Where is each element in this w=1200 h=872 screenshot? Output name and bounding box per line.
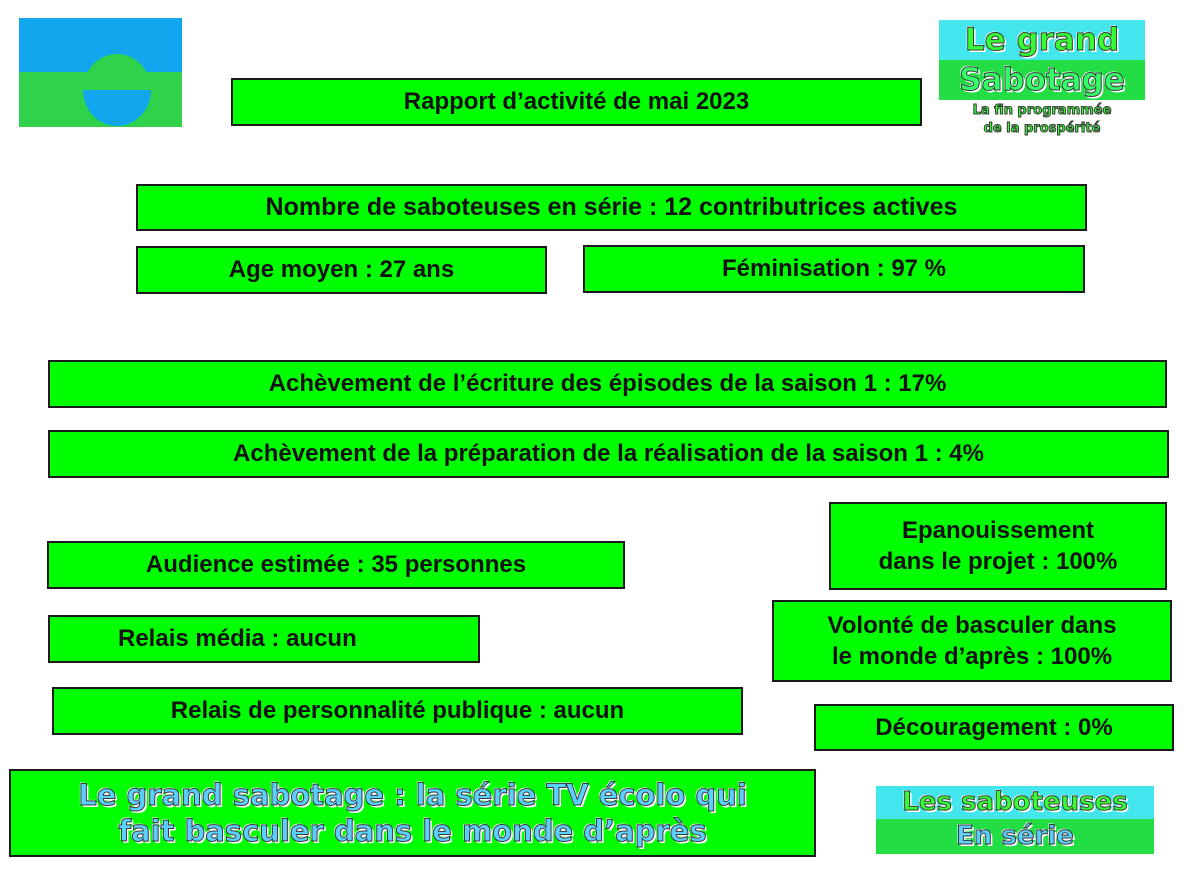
- logo-tagline-1: La fin programmée: [972, 103, 1112, 118]
- bottom-logo-line1: Les saboteuses: [902, 787, 1128, 817]
- report-title: [231, 78, 922, 126]
- fulfilment-stat-line2: dans le projet : 100%: [878, 548, 1118, 575]
- series-banner-line2: fait basculer dans le monde d’après: [118, 814, 707, 848]
- fulfilment-stat: [829, 502, 1167, 590]
- media-relay-stat: [48, 615, 480, 663]
- public-figures-stat: [52, 687, 743, 735]
- le-grand-sabotage-logo: [939, 20, 1147, 140]
- average-age-stat-text: Age moyen : 27 ans: [228, 256, 455, 284]
- preparation-progress-stat-text: Achèvement de la préparation de la réalisation de la saison 1 : 4%: [233, 440, 984, 468]
- writing-progress-stat-text: Achèvement de l’écriture des épisodes de la saison 1 : 17%: [268, 370, 947, 398]
- media-relay-stat-text: Relais média : aucun: [118, 625, 357, 653]
- contributors-stat-text: Nombre de saboteuses en série : 12 contributrices actives: [265, 193, 958, 222]
- feminisation-stat-text: Féminisation : 97 %: [721, 255, 947, 283]
- average-age-stat: [136, 246, 547, 294]
- fulfilment-stat-line1: Epanouissement: [901, 516, 1095, 544]
- writing-progress-stat: [48, 360, 1167, 408]
- contributors-stat: [136, 184, 1087, 231]
- preparation-progress-stat: [48, 430, 1169, 478]
- audience-stat: [47, 541, 625, 589]
- logo-line2: Sabotage: [959, 62, 1125, 98]
- logo-line1: Le grand: [964, 22, 1120, 58]
- report-title-text: Rapport d’activité de mai 2023: [403, 88, 750, 116]
- discouragement-stat: [814, 704, 1174, 751]
- public-figures-stat-text: Relais de personnalité publique : aucun: [170, 697, 625, 725]
- bottom-logo-line2: En série: [956, 821, 1074, 851]
- series-banner: [9, 769, 816, 857]
- discouragement-stat-text: Découragement : 0%: [875, 713, 1113, 741]
- will-to-switch-stat-line1: Volonté de basculer dans: [827, 611, 1117, 639]
- audience-stat-text: Audience estimée : 35 personnes: [145, 551, 527, 579]
- logo-tagline: [939, 102, 1145, 138]
- will-to-switch-stat-line2: le monde d’après : 100%: [831, 643, 1113, 670]
- feminisation-stat: [583, 245, 1085, 293]
- les-saboteuses-logo: [876, 786, 1154, 854]
- flag-logo: [19, 18, 182, 127]
- series-banner-line1: Le grand sabotage : la série TV écolo qui: [78, 778, 747, 812]
- will-to-switch-stat: [772, 600, 1172, 682]
- logo-tagline-2: de la prospérité: [983, 121, 1101, 136]
